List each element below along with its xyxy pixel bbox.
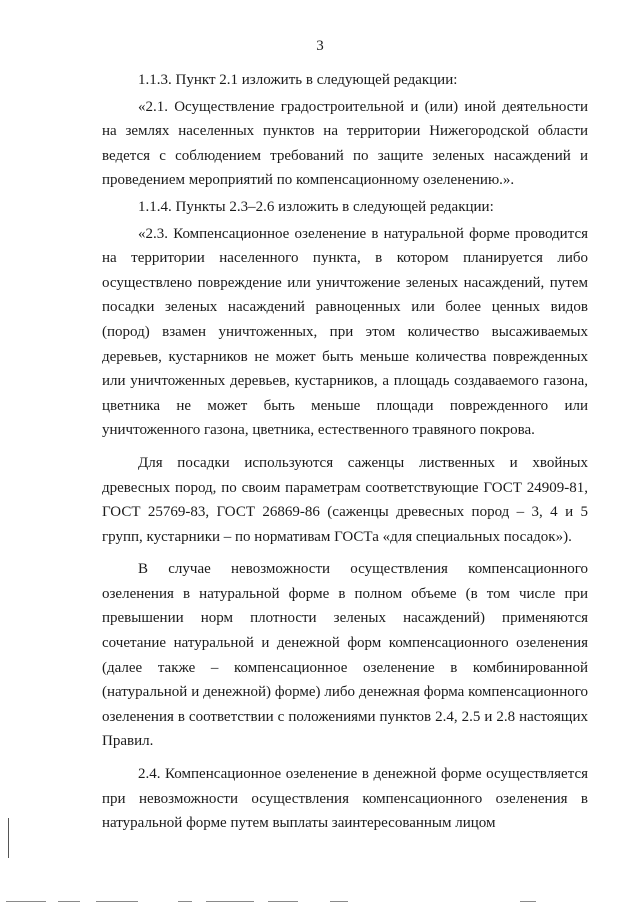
paragraph-combined-form: В случае невозможности осуществления компенсационного озеленения в натуральной форме в полном объеме (в том числе при превышении норм плотности зеленых насаждений) применяются сочетание натуральной и денежной форм компенсационного озеленения (далее также – компенсационное озеленение в комбинированной (натуральной и денежной) форме) либо денежная форма компенсационного озеленения в соответствии с положениями пунктов 2.4, 2.5 и 2.8 настоящих Правил. bbox=[102, 561, 588, 750]
paragraph-1-1-4: 1.1.4. Пункты 2.3–2.6 изложить в следующей редакции: bbox=[138, 198, 494, 215]
scan-footer-marks bbox=[0, 898, 640, 902]
scan-margin-mark bbox=[8, 818, 9, 858]
paragraph-2-4: 2.4. Компенсационное озеленение в денежной форме осуществляется при невозможности осуществления компенсационного озеленения в натуральной форме путем выплаты заинтересованным лицом bbox=[102, 766, 588, 832]
paragraph-2-3-quote: «2.3. Компенсационное озеленение в натуральной форме проводится на территории населенного пункта, в котором планируется либо осуществлено повреждение или уничтожение зеленых насаждений, путем посадки зеленых насаждений равноценных или более ценных видов (пород) взамен уничтоженных, при этом количество высаживаемых деревьев, кустарников не может быть меньше количества поврежденных или уничтоженных деревьев, кустарников, а площадь создаваемого газона, цветника не может быть меньше площади поврежденного или уничтоженного газона, цветника, естественного травяного покрова. bbox=[102, 225, 588, 439]
document-body bbox=[102, 68, 588, 836]
paragraph-1-1-3: 1.1.3. Пункт 2.1 изложить в следующей редакции: bbox=[138, 72, 458, 88]
paragraph-2-1-quote: «2.1. Осуществление градостроительной и (или) иной деятельности на землях населенных пунктов на территории Нижегородской области ведется с соблюдением требований по защите зеленых насаждений и проведением мероприятий по компенсационному озеленению.». bbox=[102, 98, 588, 189]
page-number: 3 bbox=[316, 38, 324, 54]
paragraph-planting-standards: Для посадки используются саженцы лиственных и хвойных древесных пород, по своим параметрам соответствующие ГОСТ 24909-81, ГОСТ 25769-83, ГОСТ 26869-86 (саженцы древесных пород – 3, 4 и 5 групп, кустарники – по нормативам ГОСТа «для специальных посадок»). bbox=[102, 454, 588, 545]
